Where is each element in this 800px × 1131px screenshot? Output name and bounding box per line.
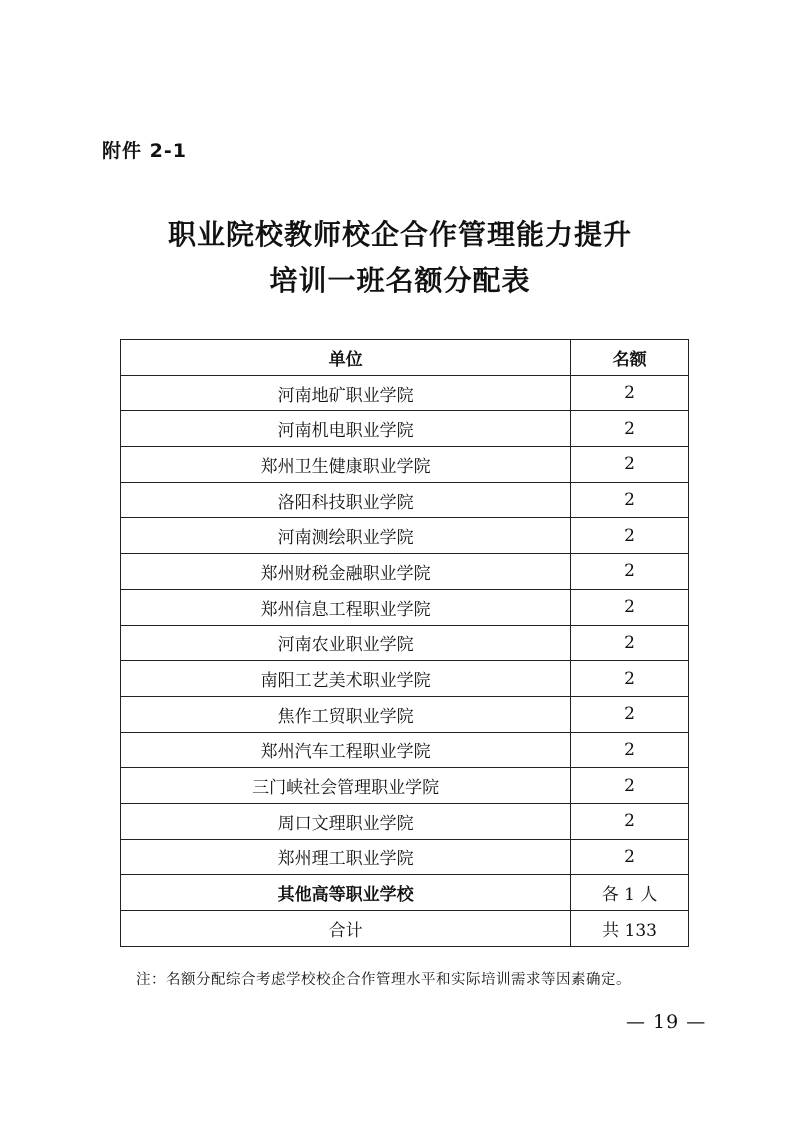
unit-cell: 郑州汽车工程职业学院	[121, 732, 571, 768]
table-row	[121, 482, 689, 518]
other-schools-quota: 各 1 人	[571, 875, 689, 911]
table-row	[121, 554, 689, 590]
quota-cell: 2	[571, 661, 689, 697]
table-row	[121, 661, 689, 697]
document-title-line-1: 职业院校教师校企合作管理能力提升	[167, 218, 632, 251]
unit-cell: 河南测绘职业学院	[121, 518, 571, 554]
other-schools-row	[121, 875, 689, 911]
unit-cell: 郑州理工职业学院	[121, 839, 571, 875]
table-row	[121, 518, 689, 554]
table-row	[121, 803, 689, 839]
unit-cell: 三门峡社会管理职业学院	[121, 768, 571, 804]
table-row	[121, 696, 689, 732]
unit-cell: 郑州卫生健康职业学院	[121, 447, 571, 483]
other-schools-label: 其他高等职业学校	[121, 875, 571, 911]
unit-cell: 郑州信息工程职业学院	[121, 589, 571, 625]
unit-cell: 焦作工贸职业学院	[121, 696, 571, 732]
unit-cell: 南阳工艺美术职业学院	[121, 661, 571, 697]
table-row	[121, 375, 689, 411]
quota-cell: 2	[571, 554, 689, 590]
table-row	[121, 589, 689, 625]
page-number: — 19 —	[626, 1011, 707, 1033]
unit-cell: 河南农业职业学院	[121, 625, 571, 661]
table-row	[121, 839, 689, 875]
quota-cell: 2	[571, 411, 689, 447]
total-row	[121, 911, 689, 947]
unit-cell: 周口文理职业学院	[121, 803, 571, 839]
quota-cell: 2	[571, 732, 689, 768]
quota-cell: 2	[571, 589, 689, 625]
unit-cell: 洛阳科技职业学院	[121, 482, 571, 518]
footnote: 注：名额分配综合考虑学校校企合作管理水平和实际培训需求等因素确定。	[136, 972, 631, 988]
document-title-line-2: 培训一班名额分配表	[269, 264, 531, 297]
quota-table	[120, 339, 689, 947]
header-unit: 单位	[121, 340, 571, 376]
header-quota: 名额	[571, 340, 689, 376]
table-row	[121, 732, 689, 768]
unit-cell: 河南地矿职业学院	[121, 375, 571, 411]
quota-cell: 2	[571, 696, 689, 732]
table-row	[121, 447, 689, 483]
table-header-row	[121, 340, 689, 376]
quota-cell: 2	[571, 839, 689, 875]
quota-cell: 2	[571, 803, 689, 839]
quota-cell: 2	[571, 447, 689, 483]
unit-cell: 郑州财税金融职业学院	[121, 554, 571, 590]
table-row	[121, 768, 689, 804]
unit-cell: 河南机电职业学院	[121, 411, 571, 447]
total-label: 合计	[121, 911, 571, 947]
quota-cell: 2	[571, 482, 689, 518]
table-row	[121, 625, 689, 661]
attachment-label: 附件 2-1	[102, 140, 187, 162]
quota-cell: 2	[571, 768, 689, 804]
table-row	[121, 411, 689, 447]
quota-cell: 2	[571, 625, 689, 661]
total-value: 共 133	[571, 911, 689, 947]
quota-cell: 2	[571, 375, 689, 411]
quota-cell: 2	[571, 518, 689, 554]
